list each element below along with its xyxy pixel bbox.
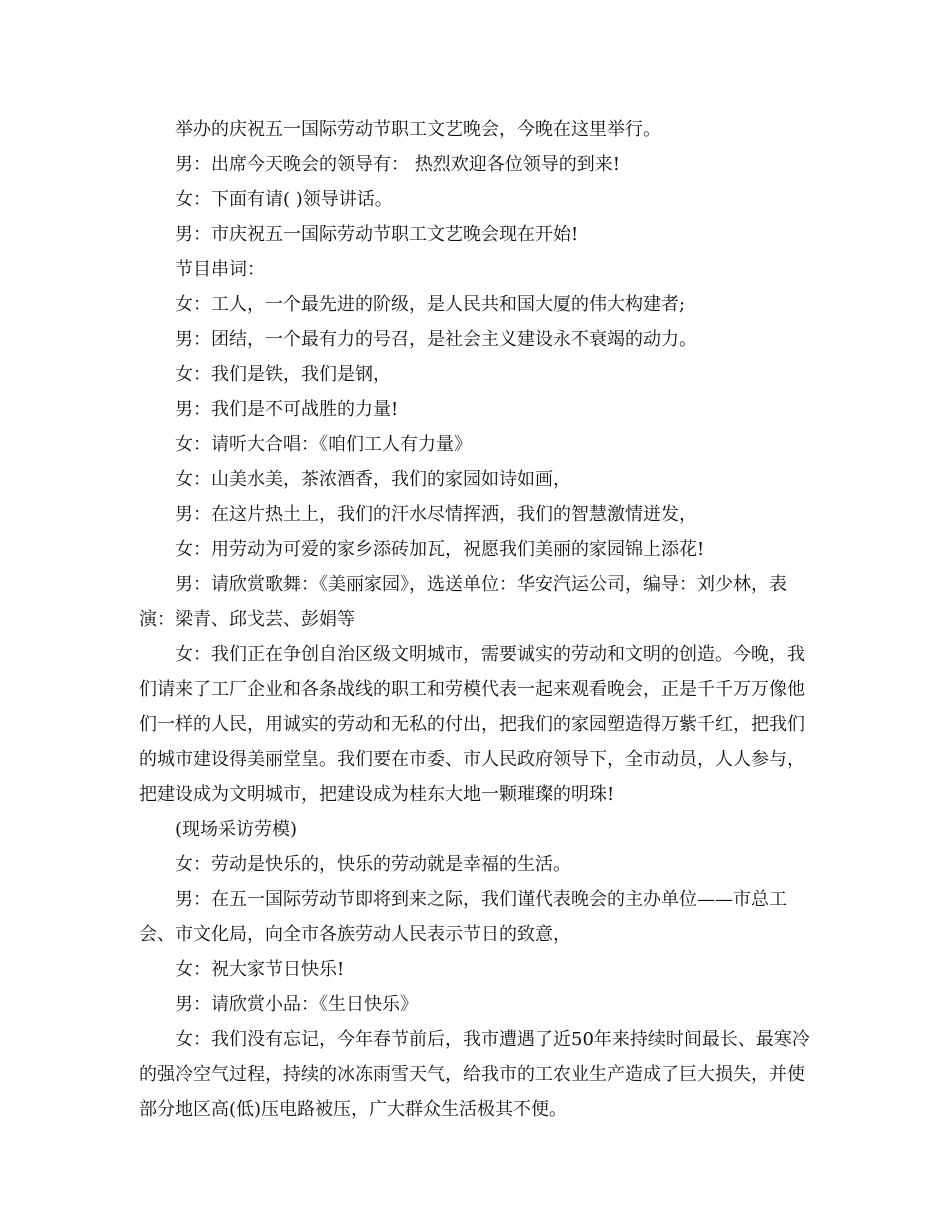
paragraph: 节目串词： bbox=[175, 259, 265, 280]
paragraph: 男：我们是不可战胜的力量! bbox=[175, 399, 399, 420]
paragraph: 女：我们正在争创自治区级文明城市，需要诚实的劳动和文明的创造。今晚，我们请来了工厂企业和各条战线的职工和劳模代表一起来观看晚会，正是千千万万像他们一样的人民，用诚实的劳动和无私的付出，把我们的家园塑造得万紫千红，把我们的城市建设得美丽堂皇。我们要在市委、市人民政府领导下，全市动员，人人参与，把建设成为文明城市，把建设成为桂东大地一颗璀璨的明珠! bbox=[139, 644, 805, 805]
paragraph: 男：在五一国际劳动节即将到来之际，我们谨代表晚会的主办单位——市总工会、市文化局，向全市各族劳动人民表示节日的致意， bbox=[139, 889, 787, 945]
paragraph: 男：出席今天晚会的领导有： 热烈欢迎各位领导的到来! bbox=[175, 154, 620, 175]
paragraph: 男：市庆祝五一国际劳动节职工文艺晚会现在开始! bbox=[175, 224, 579, 245]
paragraph: 男：请欣赏歌舞：《美丽家园》，选送单位：华安汽运公司，编导：刘少林，表演：梁青、邱戈芸、彭娟等 bbox=[139, 574, 787, 630]
paragraph: 女：我们没有忘记，今年春节前后，我市遭遇了近50年来持续时间最长、最寒冷的强冷空气过程，持续的冰冻雨雪天气，给我市的工农业生产造成了巨大损失，并使部分地区高(低)压电路被压，广大群众生活极其不便。 bbox=[139, 1029, 810, 1120]
paragraph: 男：团结，一个最有力的号召，是社会主义建设永不衰竭的动力。 bbox=[175, 329, 697, 350]
paragraph: 男：在这片热土上，我们的汗水尽情挥洒，我们的智慧激情迸发， bbox=[175, 504, 697, 525]
paragraph: 女：山美水美，茶浓酒香，我们的家园如诗如画， bbox=[175, 469, 571, 490]
document-body bbox=[139, 112, 819, 1127]
paragraph: 女：请听大合唱：《咱们工人有力量》 bbox=[175, 434, 472, 455]
paragraph: 男：请欣赏小品：《生日快乐》 bbox=[175, 994, 418, 1015]
paragraph: 女：下面有请( )领导讲话。 bbox=[175, 189, 393, 210]
paragraph: 举办的庆祝五一国际劳动节职工文艺晚会，今晚在这里举行。 bbox=[175, 119, 661, 140]
paragraph: 女：我们是铁，我们是钢， bbox=[175, 364, 391, 385]
paragraph: (现场采访劳模) bbox=[175, 819, 298, 840]
paragraph: 女：工人，一个最先进的阶级，是人民共和国大厦的伟大构建者; bbox=[175, 294, 686, 315]
paragraph: 女：祝大家节日快乐! bbox=[175, 959, 345, 980]
paragraph: 女：劳动是快乐的，快乐的劳动就是幸福的生活。 bbox=[175, 854, 571, 875]
paragraph: 女：用劳动为可爱的家乡添砖加瓦，祝愿我们美丽的家园锦上添花! bbox=[175, 539, 705, 560]
